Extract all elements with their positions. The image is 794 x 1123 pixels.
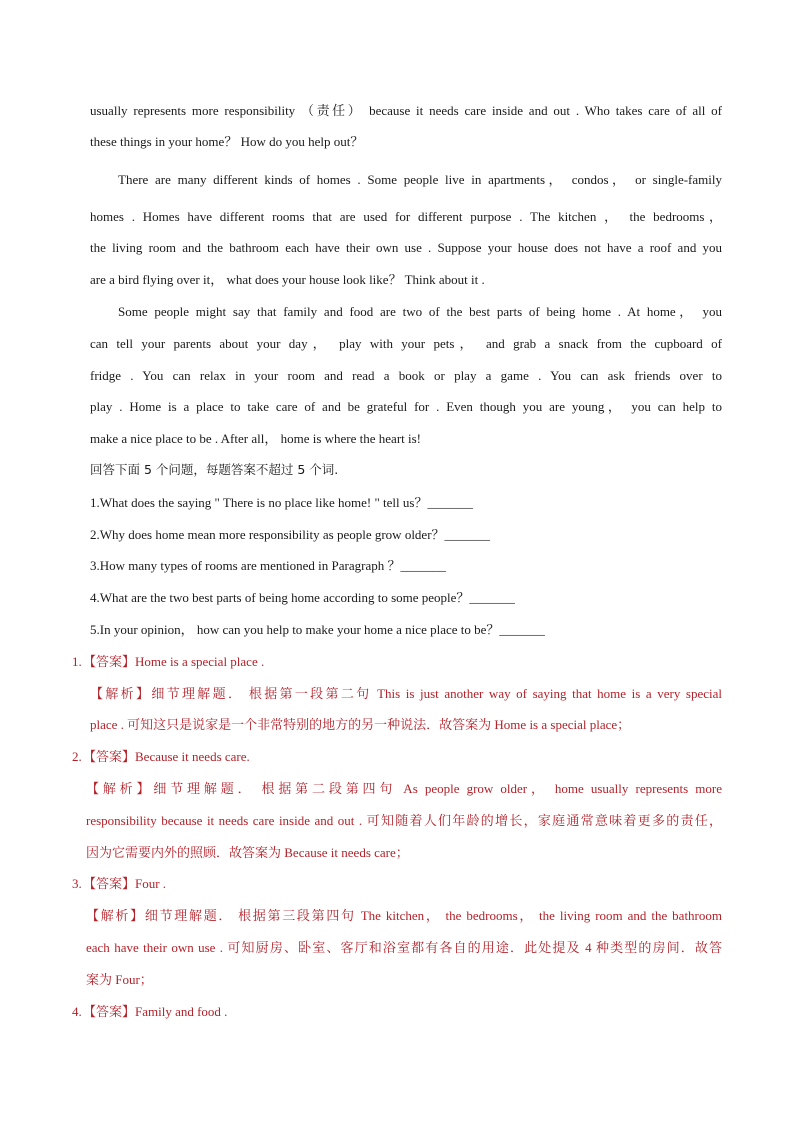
passage-p3-line5: make a nice place to be . After all， home is where the heart is!: [90, 431, 422, 446]
analysis-line: 因为它需要内外的照顾．故答案为 Because it needs care；: [86, 845, 409, 860]
passage-p2-line2: homes . Homes have different rooms that are used for different purpose . The kitchen ， the bedrooms，: [90, 209, 722, 224]
analysis-line: responsibility because it needs care inside and out . 可知随着人们年龄的增长，家庭通常意味着更多的责任，: [86, 813, 722, 828]
question-2: 2.Why does home mean more responsibility as people grow older？_______: [90, 527, 491, 542]
answer-line: 【答案】Family and food .: [83, 1004, 228, 1019]
analysis-line: each have their own use . 可知厨房、卧室、客厅和浴室都有各自的用途．此处提及 4 种类型的房间．故答: [86, 940, 723, 955]
question-4: 4.What are the two best parts of being home according to some people？_______: [90, 590, 515, 605]
question-5: 5.In your opinion， how can you help to make your home a nice place to be？_______: [90, 622, 545, 637]
passage-p3-line4: play . Home is a place to take care of and be grateful for . Even though you are young， you can help to: [90, 399, 722, 414]
answer-number: 3.: [72, 876, 82, 891]
passage-p1-line1: usually represents more responsibility （责任） because it needs care inside and out . Who takes care of all of: [90, 103, 722, 118]
passage-p2-line1: There are many different kinds of homes . Some people live in apartments， condos， or single-family: [118, 172, 722, 187]
analysis-line: 【解析】细节理解题． 根据第三段第四句 The kitchen， the bedrooms， the living room and the bathroom: [86, 908, 722, 923]
passage-p2-line4: are a bird flying over it， what does your house look like？ Think about it .: [90, 272, 485, 287]
answer-number: 1.: [72, 654, 82, 669]
answer-line: 【答案】Four .: [83, 876, 167, 891]
analysis-line: 案为 Four；: [86, 972, 153, 987]
passage-p3-line2: can tell your parents about your day， play with your pets， and grab a snack from the cupboard of: [90, 336, 722, 351]
passage-p3-line3: fridge . You can relax in your room and read a book or play a game . You can ask friends over to: [90, 368, 722, 383]
analysis-line: 【解析】细节理解题． 根据第二段第四句 As people grow older， home usually represents more: [86, 781, 722, 796]
instructions: 回答下面 5 个问题，每题答案不超过 5 个词.: [90, 462, 339, 477]
question-1: 1.What does the saying " There is no place like home! " tell us？_______: [90, 495, 473, 510]
analysis-line: 【解析】细节理解题． 根据第一段第二句 This is just another way of saying that home is a very special: [90, 686, 722, 701]
answer-number: 4.: [72, 1004, 82, 1019]
question-3: 3.How many types of rooms are mentioned in Paragraph ？_______: [90, 558, 446, 573]
passage-p2-line3: the living room and the bathroom each have their own use . Suppose your house does not have a roof and you: [90, 240, 722, 255]
answer-number: 2.: [72, 749, 82, 764]
answer-line: 【答案】Home is a special place .: [83, 654, 265, 669]
analysis-line: place . 可知这只是说家是一个非常特别的地方的另一种说法．故答案为 Home is a special place；: [90, 717, 631, 732]
passage-p1-line2: these things in your home？ How do you help out？: [90, 134, 364, 149]
answer-line: 【答案】Because it needs care.: [83, 749, 250, 764]
passage-p3-line1: Some people might say that family and food are two of the best parts of being home . At home， you: [118, 304, 722, 319]
